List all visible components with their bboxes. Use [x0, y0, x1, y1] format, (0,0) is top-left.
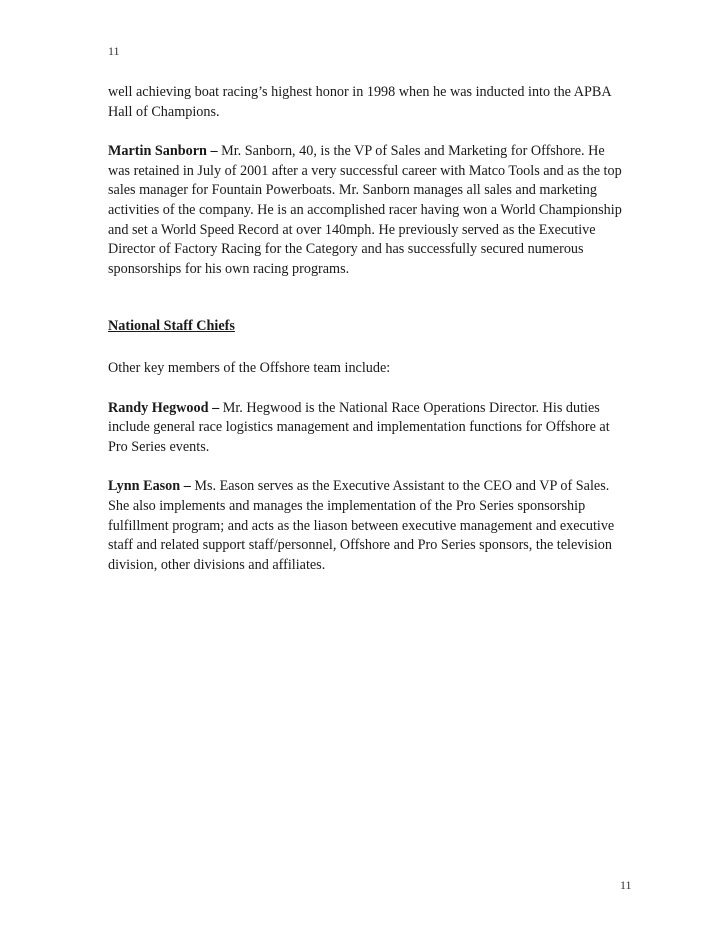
section-heading-national-staff-chiefs: National Staff Chiefs [108, 318, 235, 335]
header-page-number: 11 [108, 44, 120, 58]
section-intro-paragraph: Other key members of the Offshore team include: [108, 359, 391, 376]
sanborn-name: Martin Sanborn [108, 143, 207, 160]
sanborn-text: Mr. Sanborn, 40, is the VP of Sales and Marketing for Offshore. He was retained in July of 2001 after a very successful career with Matco Tools and as the top sales manager for Fountain Powerboats. Mr. Sanborn manages all sales and marketing activities of the company. He is an accomplished racer having won a World Championship and set a World Speed Record at over 140mph. He previously served as the Executive Director of Factory Racing for the Category and has successfully secured numerous sponsorships for his own racing programs. [108, 143, 622, 277]
footer-page-number: 11 [620, 878, 632, 892]
hegwood-text: Mr. Hegwood is the National Race Operations Director. His duties include general race logistics management and implementation functions for Offshore at Pro Series events. [108, 399, 610, 455]
sanborn-separator: – [206, 143, 222, 160]
document-body [108, 83, 628, 595]
sanborn-paragraph [108, 142, 628, 279]
intro-paragraph: well achieving boat racing’s highest honor in 1998 when he was inducted into the APBA Hall of Champions. [108, 84, 611, 120]
hegwood-separator: – [208, 399, 223, 416]
eason-text: Ms. Eason serves as the Executive Assistant to the CEO and VP of Sales. She also implements and manages the implementation of the Pro Series sponsorship fulfillment program; and acts as the liason between executive management and executive staff and related support staff/personnel, Offshore and Pro Series sponsors, the television division, other divisions and affiliates. [108, 478, 615, 573]
hegwood-paragraph [108, 399, 628, 458]
eason-separator: – [180, 478, 195, 495]
hegwood-name: Randy Hegwood [108, 399, 209, 416]
eason-name: Lynn Eason [108, 478, 181, 495]
eason-paragraph [108, 477, 628, 575]
